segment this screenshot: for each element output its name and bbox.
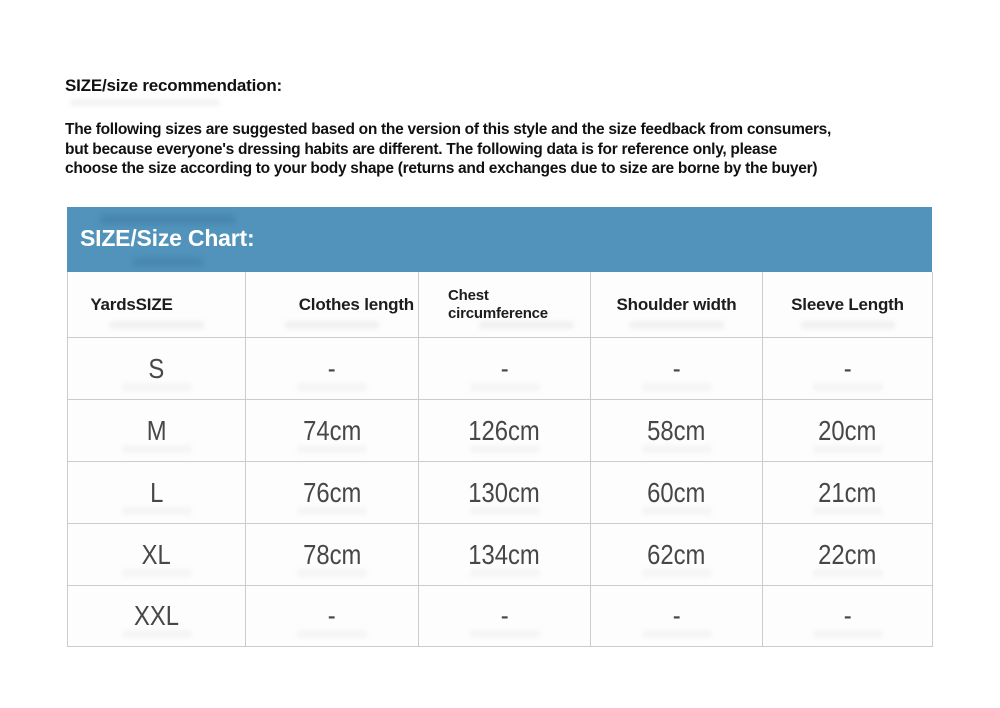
size-chart-table bbox=[67, 272, 933, 647]
column-header-clothes-length: Clothes length bbox=[246, 272, 419, 338]
sleeve-length-cell: 21cm bbox=[763, 462, 933, 524]
sleeve-length-cell: - bbox=[763, 338, 933, 400]
shoulder-width-cell: 62cm bbox=[591, 524, 763, 586]
size-recommendation-paragraph bbox=[65, 120, 855, 179]
chest-circumference-cell: 126cm bbox=[419, 400, 591, 462]
clothes-length-cell: 78cm bbox=[246, 524, 419, 586]
clothes-length-cell: 74cm bbox=[246, 400, 419, 462]
table-row-size-xl bbox=[68, 524, 933, 586]
size-cell: M bbox=[68, 400, 246, 462]
clothes-length-cell: - bbox=[246, 586, 419, 647]
table-row-size-xxl bbox=[68, 586, 933, 647]
shoulder-width-cell: - bbox=[591, 338, 763, 400]
column-header-size: YardsSIZE bbox=[68, 272, 246, 338]
chest-circumference-cell: - bbox=[419, 586, 591, 647]
shoulder-width-cell: 58cm bbox=[591, 400, 763, 462]
table-row-size-l bbox=[68, 462, 933, 524]
translation-ghost-artifact bbox=[133, 258, 203, 266]
paragraph-line-3: choose the size according to your body shape (returns and exchanges due to size are borne by the buyer) bbox=[65, 160, 818, 177]
paragraph-line-2: but because everyone's dressing habits are different. The following data is for reference only, please bbox=[65, 140, 778, 158]
shoulder-width-cell: 60cm bbox=[591, 462, 763, 524]
table-header-row bbox=[68, 272, 933, 338]
paragraph-line-1: The following sizes are suggested based on the version of this style and the size feedback from consumers, bbox=[65, 121, 832, 138]
chest-circumference-cell: 134cm bbox=[419, 524, 591, 586]
table-row-size-m bbox=[68, 400, 933, 462]
chest-circumference-cell: 130cm bbox=[419, 462, 591, 524]
translation-ghost-artifact bbox=[100, 215, 235, 224]
shoulder-width-cell: - bbox=[591, 586, 763, 647]
size-cell: L bbox=[68, 462, 246, 524]
size-chart-title-bar bbox=[67, 207, 932, 272]
chest-circumference-cell: - bbox=[419, 338, 591, 400]
translation-ghost-artifact bbox=[70, 99, 220, 106]
column-header-sleeve-length: Sleeve Length bbox=[763, 272, 933, 338]
clothes-length-cell: - bbox=[246, 338, 419, 400]
size-chart-title: SIZE/Size Chart: bbox=[80, 225, 255, 251]
clothes-length-cell: 76cm bbox=[246, 462, 419, 524]
table-row-size-s bbox=[68, 338, 933, 400]
sleeve-length-cell: - bbox=[763, 586, 933, 647]
size-cell: XXL bbox=[68, 586, 246, 647]
sleeve-length-cell: 20cm bbox=[763, 400, 933, 462]
size-recommendation-heading: SIZE/size recommendation: bbox=[65, 76, 282, 95]
size-cell: S bbox=[68, 338, 246, 400]
column-header-chest-circumference: Chest circumference bbox=[419, 272, 591, 338]
column-header-shoulder-width: Shoulder width bbox=[591, 272, 763, 338]
sleeve-length-cell: 22cm bbox=[763, 524, 933, 586]
size-cell: XL bbox=[68, 524, 246, 586]
